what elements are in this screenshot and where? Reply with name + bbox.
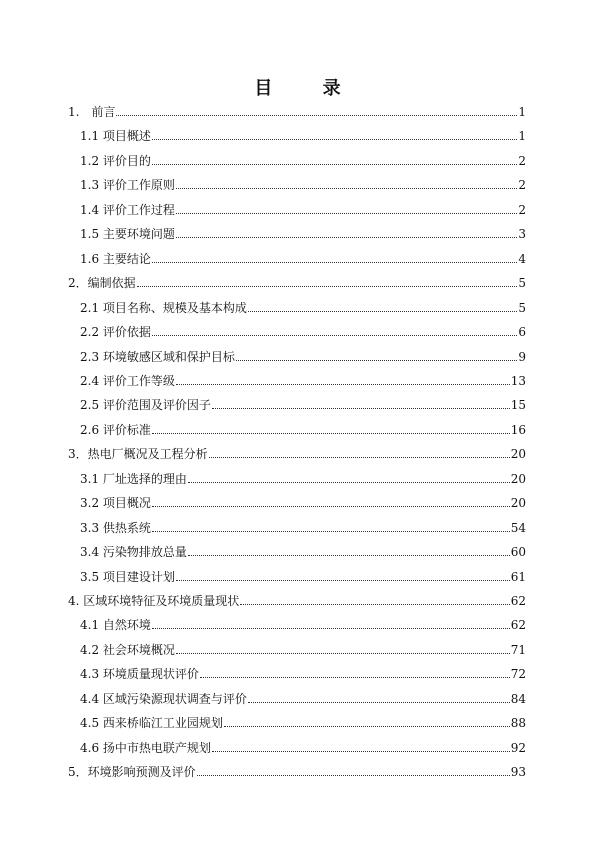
toc-entry-label: 4.4 区域污染源现状调查与评价 — [80, 691, 247, 706]
toc-entry-label: 3.4 污染物排放总量 — [80, 545, 187, 560]
toc-leader-dots — [176, 237, 517, 238]
toc-entry[interactable] — [80, 515, 526, 535]
toc-entry[interactable] — [80, 661, 526, 681]
toc-leader-dots — [188, 482, 510, 483]
toc-leader-dots — [116, 115, 517, 116]
toc-leader-dots — [209, 457, 510, 458]
toc-leader-dots — [197, 775, 510, 776]
toc-entry-label: 2.6 评价标准 — [80, 422, 151, 437]
toc-leader-dots — [212, 751, 510, 752]
toc-entry-page-number: 5 — [518, 276, 526, 291]
toc-entry-label: 4.2 社会环境概况 — [80, 642, 175, 657]
toc-entry-label: 5．环境影响预测及评价 — [68, 765, 196, 780]
toc-entry[interactable] — [80, 735, 526, 755]
toc-entry-label: 3.1 厂址选择的理由 — [80, 471, 187, 486]
toc-entry-page-number: 92 — [510, 740, 526, 755]
toc-entry-label: 4.1 自然环境 — [80, 618, 151, 633]
toc-entry-label: 3.3 供热系统 — [80, 520, 151, 535]
toc-leader-dots — [152, 531, 510, 532]
toc-entry-page-number: 71 — [510, 642, 526, 657]
toc-leader-dots — [236, 360, 517, 361]
toc-leader-dots — [152, 139, 517, 140]
toc-entry-page-number: 15 — [510, 398, 526, 413]
toc-entry-page-number: 13 — [510, 373, 526, 388]
toc-entry[interactable] — [80, 564, 526, 584]
toc-entry-label: 1.6 主要结论 — [80, 251, 151, 266]
toc-leader-dots — [212, 408, 510, 409]
toc-leader-dots — [152, 506, 510, 507]
toc-entry-page-number: 84 — [510, 691, 526, 706]
toc-leader-dots — [240, 604, 509, 605]
toc-entry[interactable] — [80, 344, 526, 364]
toc-entry-page-number: 1 — [518, 105, 526, 119]
toc-entry-label: 1.1 项目概述 — [80, 129, 151, 144]
toc-entry[interactable] — [80, 417, 526, 437]
toc-entry[interactable] — [80, 466, 526, 486]
toc-entry[interactable] — [80, 612, 526, 632]
toc-entry-page-number: 9 — [518, 349, 526, 364]
toc-entry[interactable] — [80, 319, 526, 339]
toc-entry-page-number: 1 — [518, 129, 526, 144]
page-title: 目 录 — [254, 78, 363, 99]
toc-entry[interactable] — [68, 759, 526, 779]
toc-entry-label: 1.4 评价工作过程 — [80, 202, 175, 217]
toc-entry-label: 4. 区域环境特征及环境质量现状 — [68, 594, 240, 608]
toc-leader-dots — [248, 702, 510, 703]
toc-leader-dots — [224, 726, 510, 727]
toc-entry[interactable] — [80, 539, 526, 559]
toc-entry[interactable] — [68, 99, 526, 119]
toc-entry[interactable] — [80, 123, 526, 143]
toc-entry[interactable] — [80, 490, 526, 510]
toc-entry-label: 2．编制依据 — [68, 276, 136, 291]
toc-leader-dots — [152, 262, 517, 263]
toc-entry[interactable] — [80, 637, 526, 657]
toc-entry-page-number: 93 — [510, 765, 526, 780]
toc-entry[interactable] — [68, 588, 526, 608]
toc-entry-label: 4.3 环境质量现状评价 — [80, 667, 199, 682]
toc-entry-page-number: 20 — [510, 447, 526, 462]
toc-entry-page-number: 5 — [518, 300, 526, 315]
toc-entry-label: 1.2 评价目的 — [80, 153, 151, 168]
toc-entry-page-number: 3 — [518, 227, 526, 242]
toc-entry[interactable] — [80, 148, 526, 168]
toc-entry-label: 2.1 项目名称、规模及基本构成 — [80, 300, 247, 315]
toc-leader-dots — [200, 677, 510, 678]
toc-entry-label: 2.5 评价范围及评价因子 — [80, 398, 211, 413]
toc-entry-page-number: 2 — [518, 153, 526, 168]
toc-entry-page-number: 4 — [518, 251, 526, 266]
toc-entry-label: 1.5 主要环境问题 — [80, 227, 175, 242]
toc-entry-page-number: 20 — [510, 471, 526, 486]
toc-entry-page-number: 2 — [518, 178, 526, 193]
toc-entry-page-number: 6 — [518, 325, 526, 340]
toc-entry-page-number: 72 — [510, 667, 526, 682]
toc-entry[interactable] — [80, 221, 526, 241]
toc-entry-page-number: 54 — [510, 520, 526, 535]
toc-entry[interactable] — [80, 246, 526, 266]
toc-entry-page-number: 61 — [510, 569, 526, 584]
toc-leader-dots — [152, 164, 517, 165]
toc-entry-page-number: 62 — [510, 594, 526, 608]
toc-entry-page-number: 16 — [510, 422, 526, 437]
toc-leader-dots — [176, 653, 510, 654]
toc-entry-label: 3.2 项目概况 — [80, 496, 151, 511]
toc-leader-dots — [152, 433, 510, 434]
toc-entry-label: 4.5 西来桥临江工业园规划 — [80, 716, 223, 731]
toc-leader-dots — [176, 384, 510, 385]
toc-entry[interactable] — [80, 368, 526, 388]
toc-entry[interactable] — [68, 270, 526, 290]
toc-entry-label: 4.6 扬中市热电联产规划 — [80, 740, 211, 755]
toc-entry-page-number: 62 — [510, 618, 526, 633]
toc-entry-label: 1.3 评价工作原则 — [80, 178, 175, 193]
toc-entry[interactable] — [80, 392, 526, 412]
toc-entry[interactable] — [68, 441, 526, 461]
toc-leader-dots — [188, 555, 510, 556]
toc-leader-dots — [248, 311, 517, 312]
toc-leader-dots — [176, 188, 517, 189]
toc-entry[interactable] — [80, 710, 526, 730]
toc-entry[interactable] — [80, 686, 526, 706]
toc-leader-dots — [152, 335, 517, 336]
toc-entry[interactable] — [80, 295, 526, 315]
toc-entry-page-number: 2 — [518, 202, 526, 217]
toc-entry[interactable] — [80, 197, 526, 217]
toc-leader-dots — [176, 213, 517, 214]
toc-entry-label: 3．热电厂概况及工程分析 — [68, 447, 208, 462]
toc-leader-dots — [176, 580, 510, 581]
toc-entry-label: 2.4 评价工作等级 — [80, 373, 175, 388]
toc-entry-page-number: 20 — [510, 496, 526, 511]
toc-entry-label: 3.5 项目建设计划 — [80, 569, 175, 584]
toc-entry-label: 2.2 评价依据 — [80, 325, 151, 340]
toc-entry[interactable] — [80, 172, 526, 192]
toc-entry-label: 2.3 环境敏感区域和保护目标 — [80, 349, 235, 364]
toc-entry-page-number: 60 — [510, 545, 526, 560]
toc-entry-page-number: 88 — [510, 716, 526, 731]
toc-leader-dots — [137, 286, 518, 287]
toc-entry-label: 1. 前言 — [68, 105, 116, 119]
toc-leader-dots — [152, 628, 510, 629]
